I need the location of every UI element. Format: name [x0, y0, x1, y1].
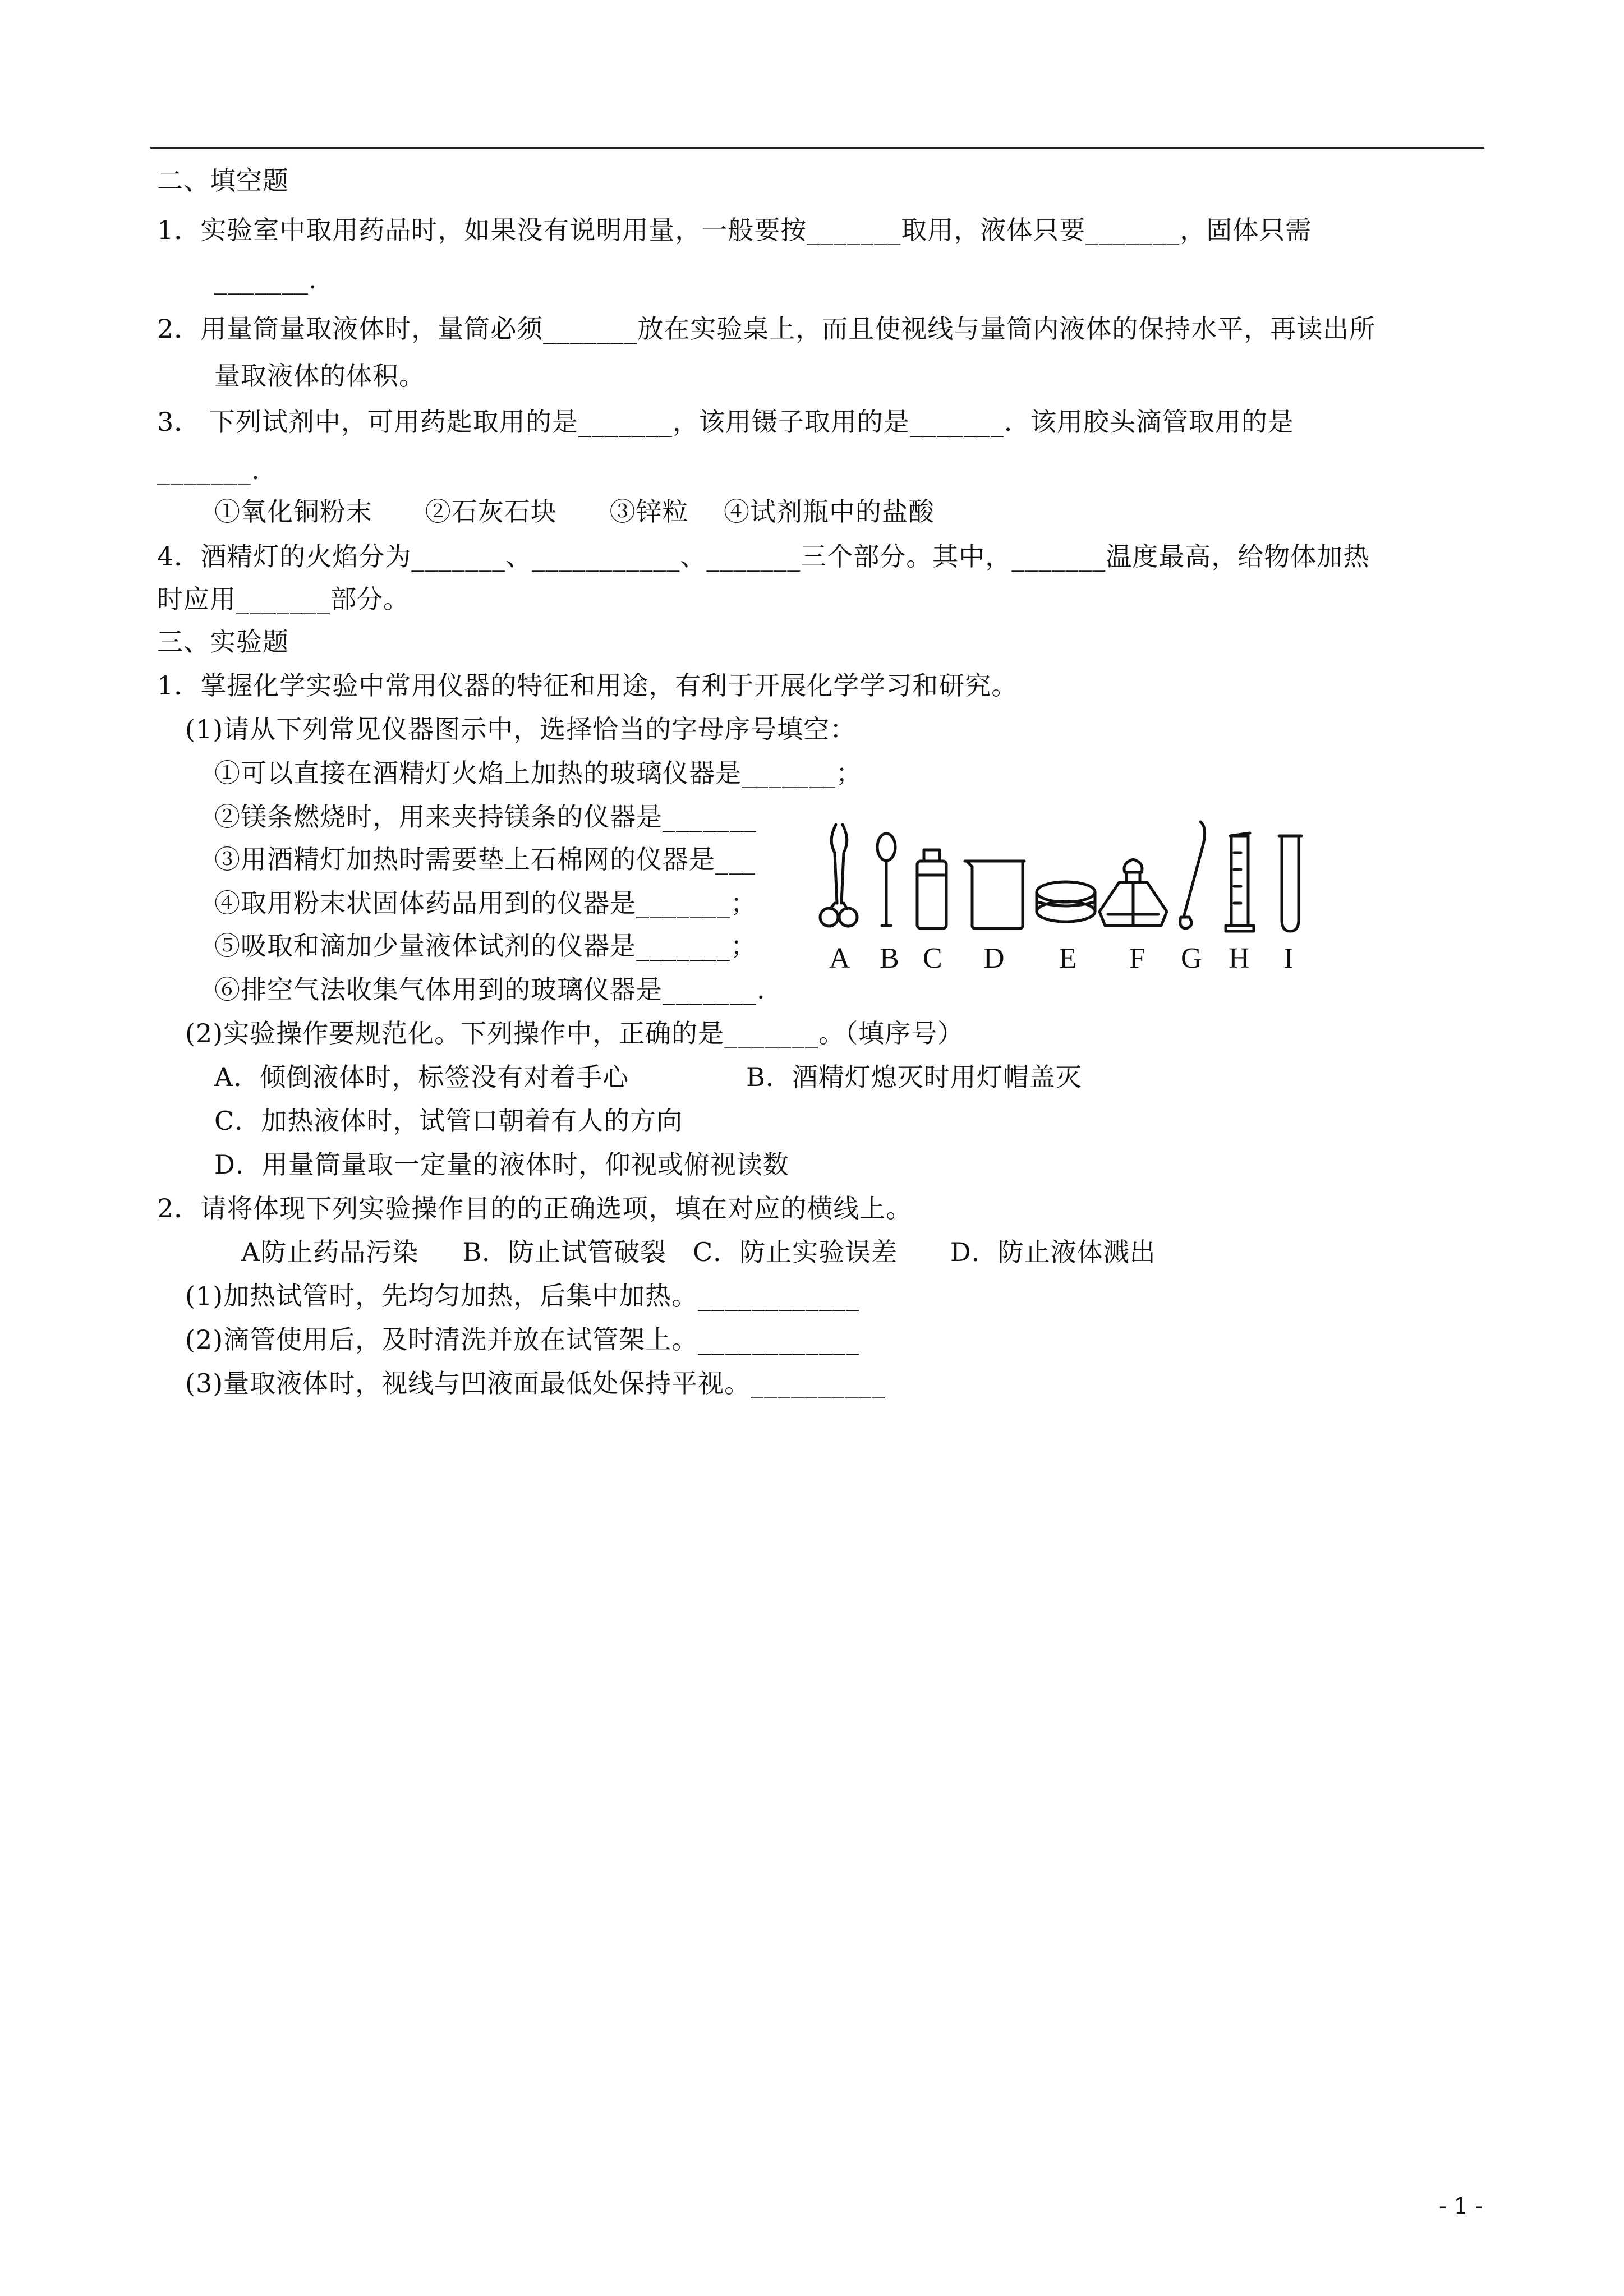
petri-dish-icon [1037, 882, 1095, 922]
question-3-1-item-4: ④取用粉末状固体药品用到的仪器是_______； [214, 888, 757, 918]
question-2-2-line-1: 2．用量筒量取液体时，量筒必须_______放在实验桌上，而且使视线与量筒内液体的保持水平，再读出所 [157, 314, 1376, 344]
question-2-2-line-2: 量取液体的体积。 [214, 361, 425, 391]
figure-label-e: E [1059, 942, 1077, 974]
figure-label-b: B [880, 942, 899, 974]
question-3-2-item-1: (1)加热试管时，先均匀加热，后集中加热。____________ [185, 1281, 860, 1311]
question-3-1-intro: 1．掌握化学实验中常用仪器的特征和用途，有利于开展化学学习和研究。 [157, 670, 1018, 701]
question-3-1-item-3: ③用酒精灯加热时需要垫上石棉网的仪器是___ [214, 844, 756, 875]
section-heading-fill-blank: 二、填空题 [157, 165, 289, 196]
alcohol-lamp-icon [1099, 859, 1167, 926]
apparatus-figure [808, 813, 1324, 976]
question-2-3-line-2: _______. [157, 455, 260, 485]
question-3-2-options: A防止药品污染 B．防止试管破裂 C．防止实验误差 D．防止液体溅出 [241, 1237, 1156, 1267]
question-3-1-sub2-option-c: C．加热液体时，试管口朝着有人的方向 [214, 1106, 683, 1136]
question-3-1-sub2-option-d: D．用量筒量取一定量的液体时，仰视或俯视读数 [214, 1149, 789, 1180]
figure-label-a: A [829, 942, 850, 974]
question-2-4-line-1: 4．酒精灯的火焰分为_______、___________、_______三个部分。其中，_______温度最高，给物体加热 [157, 541, 1370, 572]
graduated-cylinder-icon [1226, 833, 1254, 931]
medicine-spoon-icon [877, 834, 895, 926]
question-3-2-intro: 2．请将体现下列实验操作目的的正确选项，填在对应的横线上。 [157, 1193, 913, 1223]
question-3-1-item-6: ⑥排空气法收集气体用到的玻璃仪器是_______. [214, 974, 766, 1005]
figure-label-c: C [923, 942, 942, 974]
test-tube-icon [1279, 836, 1301, 931]
header-rule [150, 147, 1484, 149]
figure-label-g: G [1181, 942, 1202, 974]
question-2-1-line-2: _______. [214, 264, 318, 295]
reagent-bottle-icon [917, 850, 946, 928]
figure-label-f: F [1129, 942, 1145, 974]
question-3-1-item-5: ⑤吸取和滴加少量液体试剂的仪器是_______； [214, 931, 757, 961]
question-3-2-item-3: (3)量取液体时，视线与凹液面最低处保持平视。__________ [185, 1368, 886, 1398]
question-2-1-line-1: 1．实验室中取用药品时，如果没有说明用量，一般要按_______取用，液体只要_______，固体只需 [157, 215, 1312, 245]
question-3-1-sub2-option-b: B．酒精灯熄灭时用灯帽盖灭 [746, 1062, 1082, 1092]
question-2-3-line-1: 3． 下列试剂中，可用药匙取用的是_______，该用镊子取用的是_______．该用胶头滴管取用的是 [157, 407, 1294, 437]
figure-label-d: D [983, 942, 1005, 974]
question-2-4-line-2: 时应用_______部分。 [157, 584, 410, 614]
question-3-1-sub2: (2)实验操作要规范化。下列操作中，正确的是_______。（填序号） [185, 1018, 964, 1048]
question-2-3-options: ①氧化铜粉末 ②石灰石块 ③锌粒 ④试剂瓶中的盐酸 [214, 496, 935, 527]
question-3-1-item-1: ①可以直接在酒精灯火焰上加热的玻璃仪器是_______； [214, 758, 862, 788]
dropper-icon [1180, 822, 1205, 928]
beaker-icon [965, 861, 1024, 928]
figure-label-h: H [1229, 942, 1250, 974]
question-3-1-sub1: (1)请从下列常见仪器图示中，选择恰当的字母序号填空： [185, 714, 857, 744]
figure-label-i: I [1283, 942, 1294, 974]
page-number: - 1 - [1439, 2193, 1483, 2219]
section-heading-experiment: 三、实验题 [157, 627, 289, 657]
question-3-1-sub2-option-a: A．倾倒液体时，标签没有对着手心 [214, 1062, 629, 1092]
crucible-tongs-icon [820, 825, 857, 926]
question-3-1-item-2: ②镁条燃烧时，用来夹持镁条的仪器是_______ [214, 802, 757, 832]
question-3-2-item-2: (2)滴管使用后，及时清洗并放在试管架上。____________ [185, 1324, 860, 1355]
